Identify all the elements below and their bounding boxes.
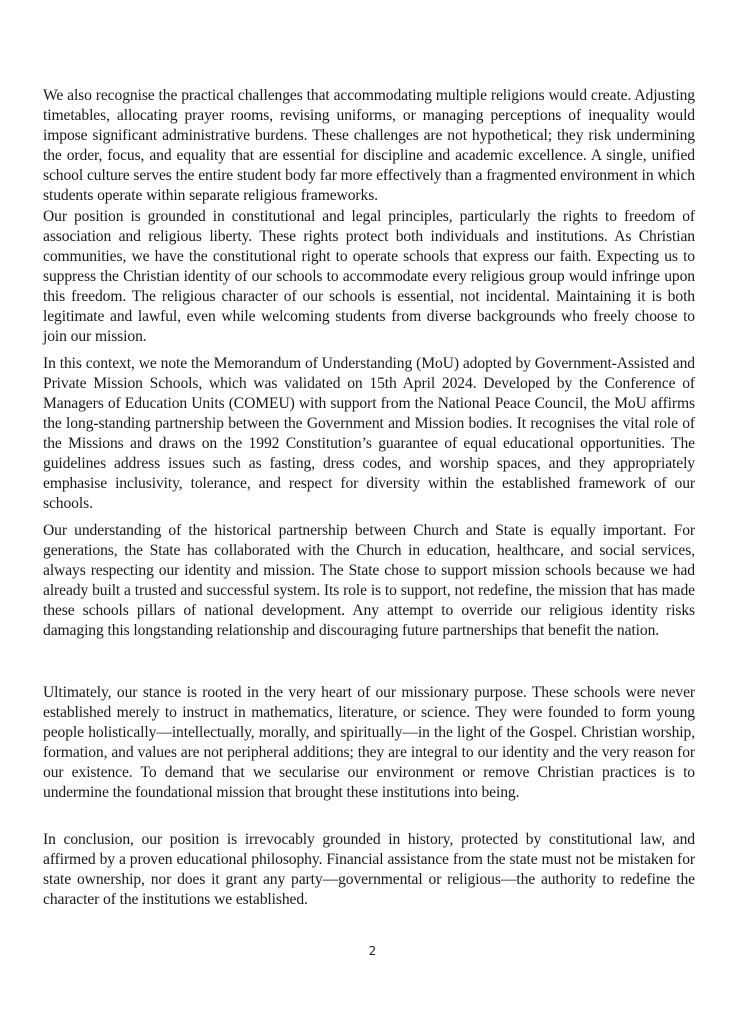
paragraph-practical-challenges: We also recognise the practical challenges that accommodating multiple religions would create. Adjusting timetables, allocating prayer rooms, revising uniforms, or managing perceptions of inequality would impose significant administrative burdens. These challenges are not hypothetical; they risk undermining the order, focus, and equality that are essential for discipline and academic excellence. A single, unified school culture serves the entire student body far more effectively than a fragmented environment in which students operate within separate religious frameworks. — [43, 87, 695, 204]
paragraph-missionary-purpose: Ultimately, our stance is rooted in the very heart of our missionary purpose. These schools were never established merely to instruct in mathematics, literature, or science. They were founded to form young people holistically—intellectually, morally, and spiritually—in the light of the Gospel. Christian worship, formation, and values are not peripheral additions; they are integral to our identity and the very reason for our existence. To demand that we secularise our environment or remove Christian practices is to undermine the foundational mission that brought these institutions into being. — [43, 684, 695, 801]
paragraph-church-state-partnership: Our understanding of the historical partnership between Church and State is equally important. For generations, the State has collaborated with the Church in education, healthcare, and social services, always respecting our identity and mission. The State chose to support mission schools because we had already built a trusted and successful system. Its role is to support, not redefine, the mission that has made these schools pillars of national development. Any attempt to override our religious identity risks damaging this longstanding relationship and discouraging future partnerships that benefit the nation. — [43, 522, 695, 639]
paragraph-memorandum-of-understanding: In this context, we note the Memorandum of Understanding (MoU) adopted by Government-Assisted and Private Mission Schools, which was validated on 15th April 2024. Developed by the Conference of Managers of Education Units (COMEU) with support from the National Peace Council, the MoU affirms the long-standing partnership between the Government and Mission bodies. It recognises the vital role of the Missions and draws on the 1992 Constitution’s guarantee of equal educational opportunities. The guidelines address issues such as fasting, dress codes, and worship spaces, and they appropriately emphasise inclusivity, tolerance, and respect for diversity within the established framework of our schools. — [43, 355, 695, 512]
paragraph-conclusion: In conclusion, our position is irrevocably grounded in history, protected by constitutional law, and affirmed by a proven educational philosophy. Financial assistance from the state must not be mistaken for state ownership, nor does it grant any party—governmental or religious—the authority to redefine the character of the institutions we established. — [43, 831, 695, 908]
page-number: 2 — [368, 944, 377, 958]
paragraph-constitutional-principles: Our position is grounded in constitutional and legal principles, particularly the rights to freedom of association and religious liberty. These rights protect both individuals and institutions. As Christian communities, we have the constitutional right to operate schools that express our faith. Expecting us to suppress the Christian identity of our schools to accommodate every religious group would infringe upon this freedom. The religious character of our schools is essential, not incidental. Maintaining it is both legitimate and lawful, even while welcoming students from diverse backgrounds who freely choose to join our mission. — [43, 208, 695, 345]
